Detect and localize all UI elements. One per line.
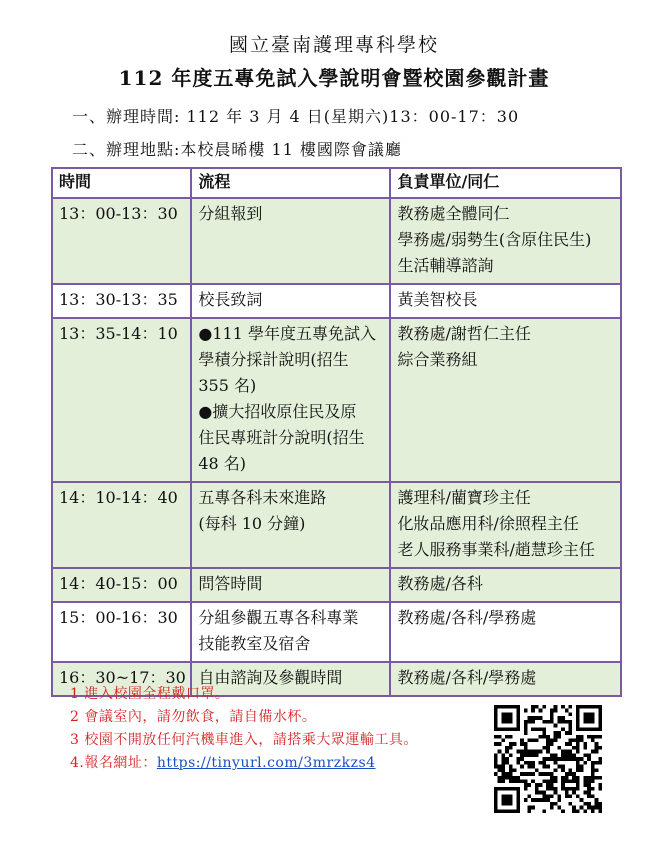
process-line: 分組參觀五專各科專業 [198,608,359,627]
owner-line: 學務處/弱勢生(含原住民生) [397,230,592,249]
owner-line: 護理科/藺寶珍主任 [397,488,531,507]
process-line: 問答時間 [198,574,263,593]
process-line: ●111 學年度五專免試入 [198,324,376,343]
note-3: 3 校園不開放任何汽機車進入，請搭乘大眾運輸工具。 [70,732,418,748]
cell-time: 15：00-16：30 [52,602,191,662]
school-name: 國立臺南護理專科學校 [228,34,439,56]
table-row [52,284,621,318]
process-line: 學積分採計說明(招生 [198,350,349,369]
cell-owner [390,568,621,602]
cell-time: 14：40-15：00 [52,568,191,602]
table-row [52,482,621,568]
cell-process [191,284,390,318]
header-owner: 負責單位/同仁 [390,168,621,198]
owner-line: 綜合業務組 [397,350,478,369]
process-line: 分組報到 [198,204,263,223]
note-4 [70,752,418,775]
process-line: 校長致詞 [198,290,263,309]
cell-time: 13：00-13：30 [52,198,191,284]
cell-owner [390,662,621,696]
qr-code-icon [494,705,602,813]
cell-process [191,198,390,284]
schedule-table [51,167,622,697]
table-row [52,568,621,602]
header-time: 時間 [52,168,191,198]
cell-time: 14：10-14：40 [52,482,191,568]
process-line: 自由諮詢及參觀時間 [198,668,343,687]
process-line: (每科 10 分鐘) [198,514,306,533]
cell-owner [390,602,621,662]
event-time: 一、辦理時間: 112 年 3 月 4 日(星期六)13：00-17：30 [72,107,520,126]
owner-line: 教務處/謝哲仁主任 [397,324,531,343]
owner-line: 黃美智校長 [397,290,478,309]
owner-line: 老人服務事業科/趙慧珍主任 [397,540,595,559]
registration-link[interactable]: https://tinyurl.com/3mrzkzs4 [156,755,376,771]
cell-process [191,602,390,662]
table-row [52,602,621,662]
cell-process [191,568,390,602]
note-2: 2 會議室內，請勿飲食，請自備水杯。 [70,709,317,725]
process-line: 技能教室及宿舍 [198,634,311,653]
cell-time: 13：30-13：35 [52,284,191,318]
owner-line: 化妝品應用科/徐照程主任 [397,514,579,533]
table-row [52,318,621,482]
note-1: 1 進入校園全程戴口罩。 [70,686,230,702]
cell-process [191,482,390,568]
cell-owner [390,284,621,318]
event-place: 二、辦理地點:本校晨晞樓 11 樓國際會議廳 [72,140,402,159]
cell-owner [390,318,621,482]
notes [70,683,418,775]
owner-line: 生活輔導諮詢 [397,256,494,275]
page-title: 112 年度五專免試入學說明會暨校園參觀計畫 [118,66,550,90]
process-line: 住民專班計分說明(招生 [198,428,365,447]
owner-line: 教務處/各科/學務處 [397,668,537,687]
table-header-row [52,168,621,198]
header-process: 流程 [191,168,390,198]
cell-owner [390,198,621,284]
owner-line: 教務處/各科 [397,574,483,593]
cell-process [191,318,390,482]
process-line: 48 名) [198,454,247,473]
owner-line: 教務處全體同仁 [397,204,510,223]
table-row [52,198,621,284]
cell-time: 13：35-14：10 [52,318,191,482]
note-4-prefix: 4.報名網址： [70,755,157,771]
cell-time: 16：30~17：30 [52,662,191,696]
cell-owner [390,482,621,568]
process-line: 五專各科未來進路 [198,488,327,507]
process-line: 355 名) [198,376,257,395]
process-line: ●擴大招收原住民及原 [198,402,357,421]
owner-line: 教務處/各科/學務處 [397,608,537,627]
